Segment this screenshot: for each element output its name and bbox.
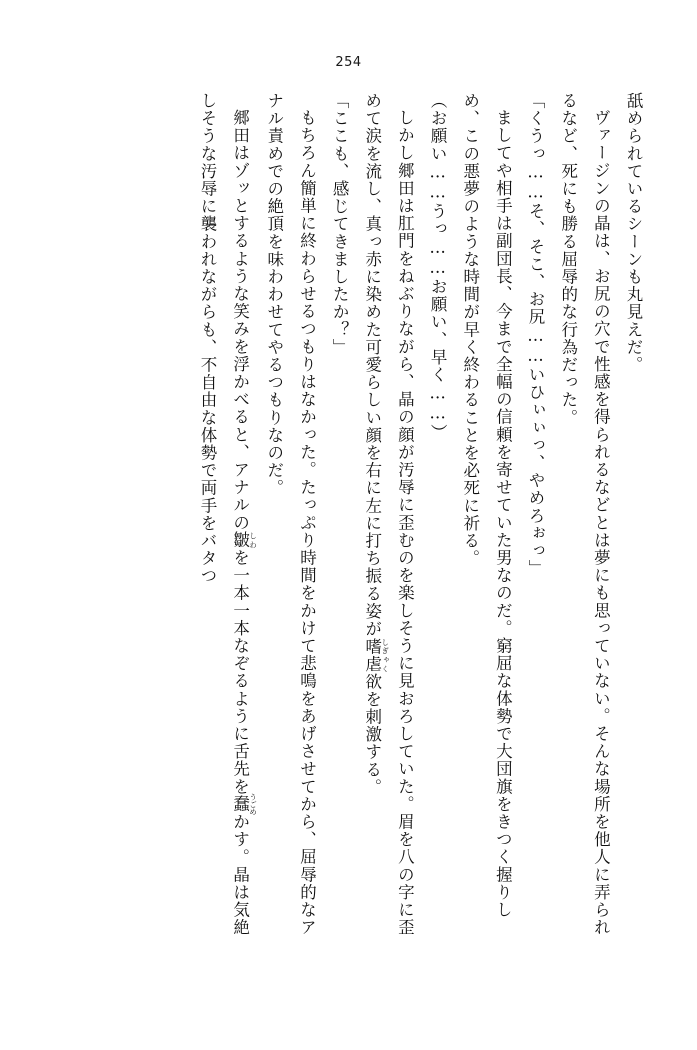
paragraph: ヴァージンの晶は、お尻の穴で性感を得られるなどとは夢にも思っていない。そんな場所を他人に弄られるなど、死にも勝る屈辱的な行為だった。 xyxy=(558,92,611,936)
ruby-annotation: 嗜虐 しぎゃく xyxy=(362,637,390,673)
paragraph: もちろん簡単に終わらせるつもりはなかった。たっぷり時間をかけて悲鳴をあげさせてから、屈辱的なアナル責めでの絶頂を味わわせてやるつもりなのだ。 xyxy=(264,92,317,936)
paragraph: ましてや相手は副団長、今まで全幅の信頼を寄せていた男なのだ。窮屈な体勢で大団旗をきつく握りしめ、この悪夢のような時間が早く終わることを必死に祈る。 xyxy=(460,92,513,919)
ruby-annotation: 皺 しわ xyxy=(230,530,258,549)
page-body-text xyxy=(69,92,649,952)
page-number: 254 xyxy=(335,55,362,70)
ruby-annotation: 蠢 うごめ xyxy=(230,792,258,815)
paragraph-text: しかし郷田は肛門をねぶりながら、晶の顔が汚辱に歪むのを楽しそうに見おろしていた。眉を八の字に歪めて涙を流し、真っ赤に染めた可愛らしい顔を右に左に打ち振る姿が嗜虐 しぎゃく欲を刺激する。 xyxy=(362,92,415,936)
paragraph-text: 郷田はゾッとするような笑みを浮かべると、アナルの皺 しわを一本一本なぞるように舌先を蠢 うごめかす。晶は気絶しそうな汚辱に襲われながらも、不自由な体勢で両手をバタつ xyxy=(197,92,258,936)
paragraph xyxy=(355,92,420,952)
paragraph: 「くうっ……そ、そこ、お尻……いひぃぃっ、やめろぉっ」 xyxy=(526,92,546,578)
paragraph: （お願い……うっ……お願い、早く……） xyxy=(428,92,448,442)
paragraph xyxy=(190,92,257,952)
paragraph: 舐められているシーンも丸見えだ。 xyxy=(624,92,643,374)
paragraph: 「ここも、感じてきましたか？」 xyxy=(330,92,350,356)
